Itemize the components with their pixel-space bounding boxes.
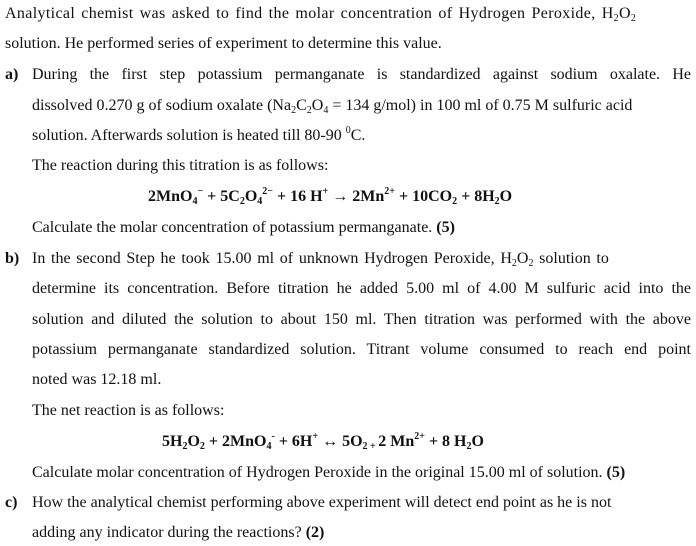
part-b-marks: (5): [606, 464, 626, 481]
part-c-line-1: How the analytical chemist performing above experiment will detect end point as he is not: [32, 494, 612, 511]
part-c-label: c): [5, 494, 18, 511]
part-b-question: Calculate molar concentration of Hydrogen Peroxide in the original 15.00 ml of solution. (5): [32, 464, 626, 481]
part-b-line-3: solution and diluted the solution to about 150 ml. Then titration was performed with the above: [32, 311, 691, 328]
reaction-arrow-icon: →: [328, 188, 353, 205]
part-b-line-2: determine its concentration. Before titration he added 5.00 ml of 4.00 M sulfuric acid into the: [32, 280, 691, 297]
part-b-reaction-equation: $5H_2O_2 + 2MnO_4^- + 6H^+$ ↔ $5O_2$ $_+$ 2 $Mn^{2+} + 8$ $H_2O$: [162, 431, 484, 452]
part-b-label: b): [5, 250, 20, 267]
part-a-line-3: solution. Afterwards solution is heated till 80-90 $^0$C.: [32, 125, 366, 144]
intro-text: Analytical chemist was asked to find the molar concentration of Hydrogen Peroxide,: [5, 5, 602, 22]
part-a-line-4: The reaction during this titration is as follows:: [32, 157, 329, 174]
part-a-marks: (5): [436, 219, 455, 236]
h2o2-formula: $H_2O_2$: [601, 5, 637, 24]
part-a-line-2: dissolved 0.270 g of sodium oxalate ($Na_2C_2O_4 = 134$ g/mol) in 100 ml of 0.75 M sulfuric acid: [32, 97, 633, 116]
part-a-label: a): [5, 66, 19, 83]
part-b-line-4: potassium permanganate standardized solution. Titrant volume consumed to reach end point: [32, 341, 691, 358]
intro-line-2: solution. He performed series of experiment to determine this value.: [5, 35, 442, 52]
part-b-line-1: In the second Step he took 15.00 ml of unknown Hydrogen Peroxide, $H_2O_2$ solution to: [32, 250, 609, 269]
intro-line-1: [5, 4, 689, 24]
part-a-reaction-equation: $2MnO_4^- + 5C_2O_4^{2-} + 16$ $H^+ \to 2Mn^{2+} + 10CO_2 + 8H_2O$: [148, 186, 513, 207]
part-a-line-1: During the first step potassium permanganate is standardized against sodium oxalate. He: [32, 66, 691, 83]
part-b-line-5: noted was 12.18 ml.: [32, 371, 162, 388]
equilibrium-arrow-icon: ↔: [318, 433, 343, 450]
part-c-marks: (2): [305, 524, 325, 541]
part-a-question: Calculate the molar concentration of potassium permanganate. (5): [32, 219, 455, 236]
part-c-line-2: adding any indicator during the reactions? (2): [32, 524, 325, 541]
part-b-line-6: The net reaction is as follows:: [32, 402, 225, 419]
